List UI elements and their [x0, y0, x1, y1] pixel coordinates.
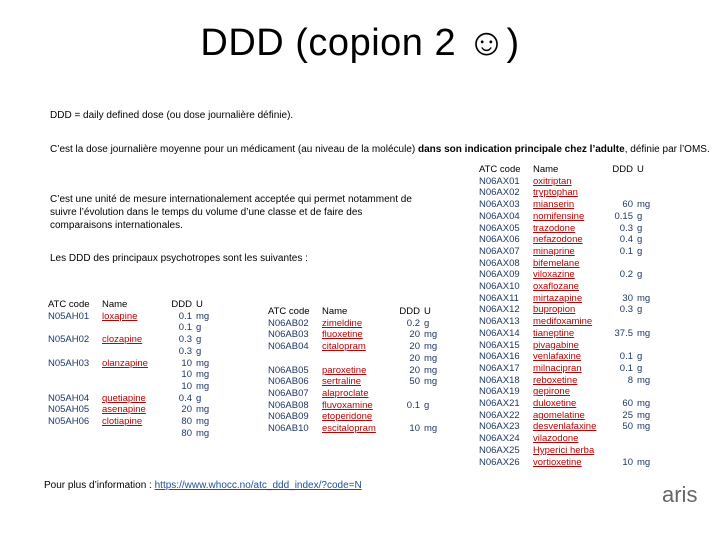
other-antidepressants-table	[477, 164, 653, 468]
drug-name-link[interactable]: clozapine	[102, 334, 143, 346]
unit-cell: g	[637, 362, 643, 374]
drug-name-link	[100, 322, 164, 334]
description-text-start: C’est la dose journalière moyenne pour un médicament (au niveau de la molécule)	[50, 144, 418, 155]
table-header-row	[46, 299, 212, 311]
table-row	[477, 304, 653, 316]
table-row	[477, 234, 653, 246]
ddd-value-cell: 0.1	[178, 322, 192, 334]
drug-name-link[interactable]: venlafaxine	[533, 351, 582, 363]
ddd-value-cell: 10	[181, 369, 192, 381]
ddd-value-cell: 20	[409, 341, 420, 353]
unit-cell: mg	[196, 416, 210, 428]
atc-code-cell: N05AH04	[48, 392, 90, 404]
unit-cell: mg	[196, 369, 210, 381]
unit-cell	[635, 386, 653, 398]
unit-cell: g	[637, 269, 643, 281]
ddd-value-cell: 0.1	[619, 245, 633, 257]
table-row	[266, 388, 440, 400]
logo: aris	[662, 482, 698, 507]
table-row	[477, 258, 653, 270]
unit-cell: g	[196, 322, 202, 334]
table-row	[477, 293, 653, 305]
unit-cell: mg	[637, 199, 651, 211]
header-name: Name	[102, 299, 128, 310]
table-row	[477, 223, 653, 235]
footer-label: Pour plus d’information :	[44, 480, 155, 491]
atc-code-cell: N06AX06	[479, 234, 520, 246]
atc-code-cell: N06AX05	[479, 222, 520, 234]
atc-code-cell: N06AX04	[479, 210, 520, 222]
ddd-value-cell: 0.1	[619, 362, 633, 374]
drug-name-link[interactable]: tryptophan	[533, 187, 578, 199]
table-row	[477, 176, 653, 188]
table-row	[266, 411, 440, 423]
ddd-value-cell: 10	[409, 423, 420, 435]
header-unit: U	[424, 306, 431, 317]
table-row	[46, 404, 212, 416]
drug-name-link[interactable]: etoperidone	[322, 411, 373, 423]
header-ddd: DDD	[171, 299, 192, 310]
ddd-value-cell: 80	[181, 416, 192, 428]
ddd-value-cell: 10	[181, 357, 192, 369]
table-row	[266, 341, 440, 353]
unit-cell	[635, 316, 653, 328]
atc-code-cell: N06AX12	[479, 304, 520, 316]
ddd-value-cell: 37.5	[614, 327, 633, 339]
unit-cell: mg	[196, 427, 210, 439]
drug-name-link[interactable]: fluoxetine	[322, 329, 363, 341]
ddd-value-cell: 25	[622, 409, 633, 421]
atc-code-cell: N05AH05	[48, 404, 90, 416]
ddd-value-cell: 30	[622, 292, 633, 304]
table-header-row	[477, 164, 653, 176]
unit-cell	[635, 258, 653, 270]
drug-name-link[interactable]: trazodone	[533, 222, 576, 234]
unit-cell	[635, 187, 653, 199]
atc-code-cell: N06AX24	[479, 433, 520, 445]
drug-name-link[interactable]: citalopram	[322, 341, 366, 353]
antipsychotics-table	[46, 299, 212, 439]
table-row	[477, 363, 653, 375]
table-row	[477, 457, 653, 469]
drug-name-link[interactable]: bifemelane	[533, 257, 580, 269]
unit-cell: mg	[424, 352, 438, 364]
drug-name-link[interactable]: alaproclate	[322, 387, 369, 399]
unit-cell: g	[196, 392, 202, 404]
ddd-value-cell: 0.1	[406, 399, 420, 411]
table-row	[477, 445, 653, 457]
ddd-value-cell	[392, 388, 422, 400]
drug-name-link[interactable]: reboxetine	[533, 374, 578, 386]
drug-name-link	[100, 381, 164, 393]
drug-name-link	[100, 369, 164, 381]
table-row	[266, 423, 440, 435]
whocc-link[interactable]: https://www.whocc.no/atc_ddd_index/?code=N	[154, 480, 362, 491]
unit-cell: mg	[637, 456, 651, 468]
drug-name-link[interactable]: medifoxamine	[533, 316, 593, 328]
table-row	[46, 369, 212, 381]
atc-code-cell: N05AH06	[48, 416, 90, 428]
ddd-value-cell: 0.1	[178, 310, 192, 322]
drug-name-link[interactable]: zimeldine	[322, 317, 363, 329]
footer-info	[44, 479, 444, 492]
ddd-value-cell: 0.15	[614, 210, 633, 222]
table-row	[46, 311, 212, 323]
unit-cell: mg	[424, 329, 438, 341]
unit-cell	[635, 281, 653, 293]
drug-name-link[interactable]: gepirone	[533, 386, 570, 398]
atc-code-cell: N06AX14	[479, 327, 520, 339]
ddd-value-cell: 0.4	[619, 234, 633, 246]
unit-cell: g	[637, 222, 643, 234]
atc-code-cell: N06AB06	[268, 376, 309, 388]
header-atc-code: ATC code	[48, 299, 90, 310]
drug-name-link[interactable]: nefazodone	[533, 234, 583, 246]
table-row	[477, 351, 653, 363]
ddd-value-cell: 0.3	[178, 334, 192, 346]
unit-cell	[635, 445, 653, 457]
ddd-value-cell: 20	[409, 329, 420, 341]
table-row	[477, 386, 653, 398]
ddd-value-cell	[605, 176, 635, 188]
table-row	[477, 187, 653, 199]
table-header-row	[266, 306, 440, 318]
unit-cell: g	[424, 399, 430, 411]
unit-paragraph: C’est une unité de mesure internationalement acceptée qui permet notamment de suivre l’évolution dans le temps du volume d’une classe et de faire des comparaisons internationales.	[50, 194, 412, 231]
ddd-value-cell: 50	[622, 421, 633, 433]
drug-name-link[interactable]: bupropion	[533, 304, 576, 316]
ddd-value-cell: 0.1	[619, 351, 633, 363]
unit-cell: g	[196, 345, 202, 357]
atc-code-cell: N06AX15	[479, 339, 520, 351]
drug-name-link[interactable]: mirtazapine	[533, 292, 583, 304]
atc-code-cell: N05AH02	[48, 334, 90, 346]
atc-code-cell: N06AX13	[479, 316, 520, 328]
ddd-value-cell: 20	[409, 364, 420, 376]
definition-text: DDD = daily defined dose (ou dose journalière définie).	[50, 110, 294, 121]
unit-cell: mg	[424, 364, 438, 376]
table-row	[46, 381, 212, 393]
table-row	[477, 316, 653, 328]
ddd-value-cell	[392, 411, 422, 423]
header-unit: U	[637, 164, 644, 175]
drug-name-link[interactable]: nomifensine	[533, 210, 585, 222]
ddd-value-cell	[605, 258, 635, 270]
ddd-value-cell	[605, 386, 635, 398]
table-row	[46, 393, 212, 405]
atc-code-cell: N06AB02	[268, 317, 309, 329]
header-name: Name	[322, 306, 348, 317]
ddd-value-cell	[605, 316, 635, 328]
atc-code-cell: N06AX22	[479, 409, 520, 421]
table-row	[477, 281, 653, 293]
unit-cell: mg	[196, 357, 210, 369]
atc-code-cell: N06AX18	[479, 374, 520, 386]
atc-code-cell: N06AX26	[479, 456, 520, 468]
table-row	[477, 246, 653, 258]
drug-name-link	[100, 346, 164, 358]
drug-name-link	[100, 428, 164, 440]
ssri-table	[266, 306, 440, 435]
unit-cell: mg	[196, 310, 210, 322]
drug-name-link[interactable]: oxaflozane	[533, 281, 579, 293]
ddd-value-cell: 8	[627, 374, 633, 386]
atc-code-cell: N06AX08	[479, 257, 520, 269]
unit-cell	[635, 433, 653, 445]
description-text-end: , définie par l’OMS.	[624, 144, 710, 155]
table-row	[477, 375, 653, 387]
atc-code-cell: N06AX11	[479, 292, 519, 304]
ddd-value-cell	[605, 433, 635, 445]
drug-name-link[interactable]: quetiapine	[102, 392, 146, 404]
atc-code-cell: N06AX23	[479, 421, 520, 433]
unit-cell: g	[637, 351, 643, 363]
unit-cell: mg	[637, 421, 651, 433]
atc-code-cell: N05AH01	[48, 310, 90, 322]
unit-cell: g	[637, 245, 643, 257]
unit-cell: mg	[637, 292, 651, 304]
ddd-value-cell: 0.2	[406, 317, 420, 329]
unit-cell: mg	[424, 423, 438, 435]
unit-cell	[635, 340, 653, 352]
drug-name-link[interactable]: oxitriptan	[533, 175, 572, 187]
header-name: Name	[533, 164, 559, 175]
atc-code-cell: N06AX16	[479, 351, 520, 363]
table-row	[477, 211, 653, 223]
table-row	[46, 322, 212, 334]
unit-cell: g	[196, 334, 202, 346]
atc-code-cell: N06AX10	[479, 281, 520, 293]
unit-cell: mg	[637, 374, 651, 386]
atc-code-cell: N06AX17	[479, 362, 520, 374]
drug-name-link[interactable]: tianeptine	[533, 327, 575, 339]
unit-cell: mg	[637, 398, 651, 410]
atc-code-cell	[46, 381, 100, 393]
atc-code-cell: N06AX09	[479, 269, 520, 281]
drug-name-link[interactable]: asenapine	[102, 404, 146, 416]
atc-code-cell: N06AX02	[479, 187, 520, 199]
drug-name-link[interactable]: paroxetine	[322, 364, 367, 376]
atc-code-cell	[46, 428, 100, 440]
atc-code-cell: N05AH03	[48, 357, 90, 369]
table-row	[477, 421, 653, 433]
drug-name-link[interactable]: olanzapine	[102, 357, 148, 369]
atc-code-cell	[46, 322, 100, 334]
ddd-value-cell: 0.3	[178, 345, 192, 357]
atc-code-cell: N06AB04	[268, 341, 309, 353]
drug-name-link[interactable]: loxapine	[102, 310, 138, 322]
drug-name-link[interactable]: vortioxetine	[533, 456, 582, 468]
atc-code-cell	[46, 369, 100, 381]
unit-cell: g	[637, 234, 643, 246]
table-row	[477, 410, 653, 422]
ddd-value-cell: 80	[181, 427, 192, 439]
atc-code-cell: N06AB05	[268, 364, 309, 376]
description-bold-text: dans son indication principale chez l’adulte	[417, 144, 625, 155]
unit-cell: mg	[637, 409, 651, 421]
ddd-value-cell: 20	[181, 404, 192, 416]
atc-code-cell: N06AX03	[479, 199, 520, 211]
atc-code-cell: N06AX25	[479, 444, 520, 456]
unit-cell: g	[637, 210, 643, 222]
drug-name-link[interactable]: viloxazine	[533, 269, 575, 281]
table-row	[477, 398, 653, 410]
ddd-value-cell: 10	[622, 456, 633, 468]
table-row	[477, 199, 653, 211]
drug-name-link[interactable]: minaprine	[533, 245, 575, 257]
drug-name-link[interactable]: agomelatine	[533, 409, 585, 421]
unit-cell: mg	[196, 380, 210, 392]
ddd-value-cell: 60	[622, 398, 633, 410]
ddd-value-cell	[605, 340, 635, 352]
header-ddd: DDD	[612, 164, 633, 175]
atc-code-cell	[266, 353, 320, 365]
ddd-value-cell: 0.2	[619, 269, 633, 281]
atc-code-cell: N06AB08	[268, 399, 309, 411]
slide-title: DDD (copion 2 ☺)	[200, 22, 520, 64]
ddd-value-cell: 50	[409, 376, 420, 388]
table-row	[266, 329, 440, 341]
ddd-value-cell: 0.3	[619, 222, 633, 234]
table-row	[46, 416, 212, 428]
list-intro-text: Les DDD des principaux psychotropes sont les suivantes :	[50, 253, 308, 264]
table-row	[46, 346, 212, 358]
drug-name-link[interactable]: Hyperici herba	[533, 444, 595, 456]
drug-name-link[interactable]: clotiapine	[102, 416, 143, 428]
header-atc-code: ATC code	[268, 306, 310, 317]
drug-name-link[interactable]: mianserin	[533, 199, 575, 211]
table-row	[266, 318, 440, 330]
drug-name-link	[320, 353, 392, 365]
unit-cell: mg	[424, 376, 438, 388]
atc-code-cell: N06AB03	[268, 329, 309, 341]
header-unit: U	[196, 299, 203, 310]
atc-code-cell: N06AB09	[268, 411, 309, 423]
unit-cell: mg	[637, 327, 651, 339]
ddd-value-cell: 20	[409, 352, 420, 364]
atc-code-cell: N06AX19	[479, 386, 520, 398]
table-row	[46, 358, 212, 370]
unit-cell: mg	[196, 404, 210, 416]
unit-cell: g	[424, 317, 430, 329]
table-row	[46, 334, 212, 346]
atc-code-cell: N06AB10	[268, 423, 309, 435]
ddd-value-cell	[605, 445, 635, 457]
ddd-value-cell	[605, 187, 635, 199]
table-row	[477, 328, 653, 340]
atc-code-cell: N06AX07	[479, 245, 520, 257]
header-ddd: DDD	[399, 306, 420, 317]
drug-name-link[interactable]: pivagabine	[533, 339, 579, 351]
drug-name-link[interactable]: duloxetine	[533, 398, 577, 410]
description-paragraph	[50, 143, 715, 156]
header-atc-code: ATC code	[479, 164, 521, 175]
unit-cell	[422, 388, 440, 400]
drug-name-link[interactable]: sertraline	[322, 376, 362, 388]
ddd-value-cell	[605, 281, 635, 293]
table-row	[46, 428, 212, 440]
unit-cell	[422, 411, 440, 423]
table-row	[266, 400, 440, 412]
drug-name-link[interactable]: milnacipran	[533, 362, 582, 374]
ddd-value-cell: 0.4	[178, 392, 192, 404]
atc-code-cell: N06AX21	[479, 398, 520, 410]
atc-code-cell: N06AB07	[268, 387, 309, 399]
table-row	[266, 376, 440, 388]
table-row	[477, 269, 653, 281]
table-row	[477, 433, 653, 445]
drug-name-link[interactable]: desvenlafaxine	[533, 421, 597, 433]
table-row	[477, 340, 653, 352]
ddd-value-cell: 60	[622, 199, 633, 211]
drug-name-link[interactable]: vilazodone	[533, 433, 579, 445]
atc-code-cell	[46, 346, 100, 358]
drug-name-link[interactable]: fluvoxamine	[322, 399, 373, 411]
ddd-value-cell: 10	[181, 380, 192, 392]
unit-cell	[635, 176, 653, 188]
unit-cell: g	[637, 304, 643, 316]
ddd-value-cell: 0.3	[619, 304, 633, 316]
table-row	[266, 353, 440, 365]
drug-name-link[interactable]: escitalopram	[322, 423, 376, 435]
unit-cell: mg	[424, 341, 438, 353]
atc-code-cell: N06AX01	[479, 175, 520, 187]
table-row	[266, 365, 440, 377]
